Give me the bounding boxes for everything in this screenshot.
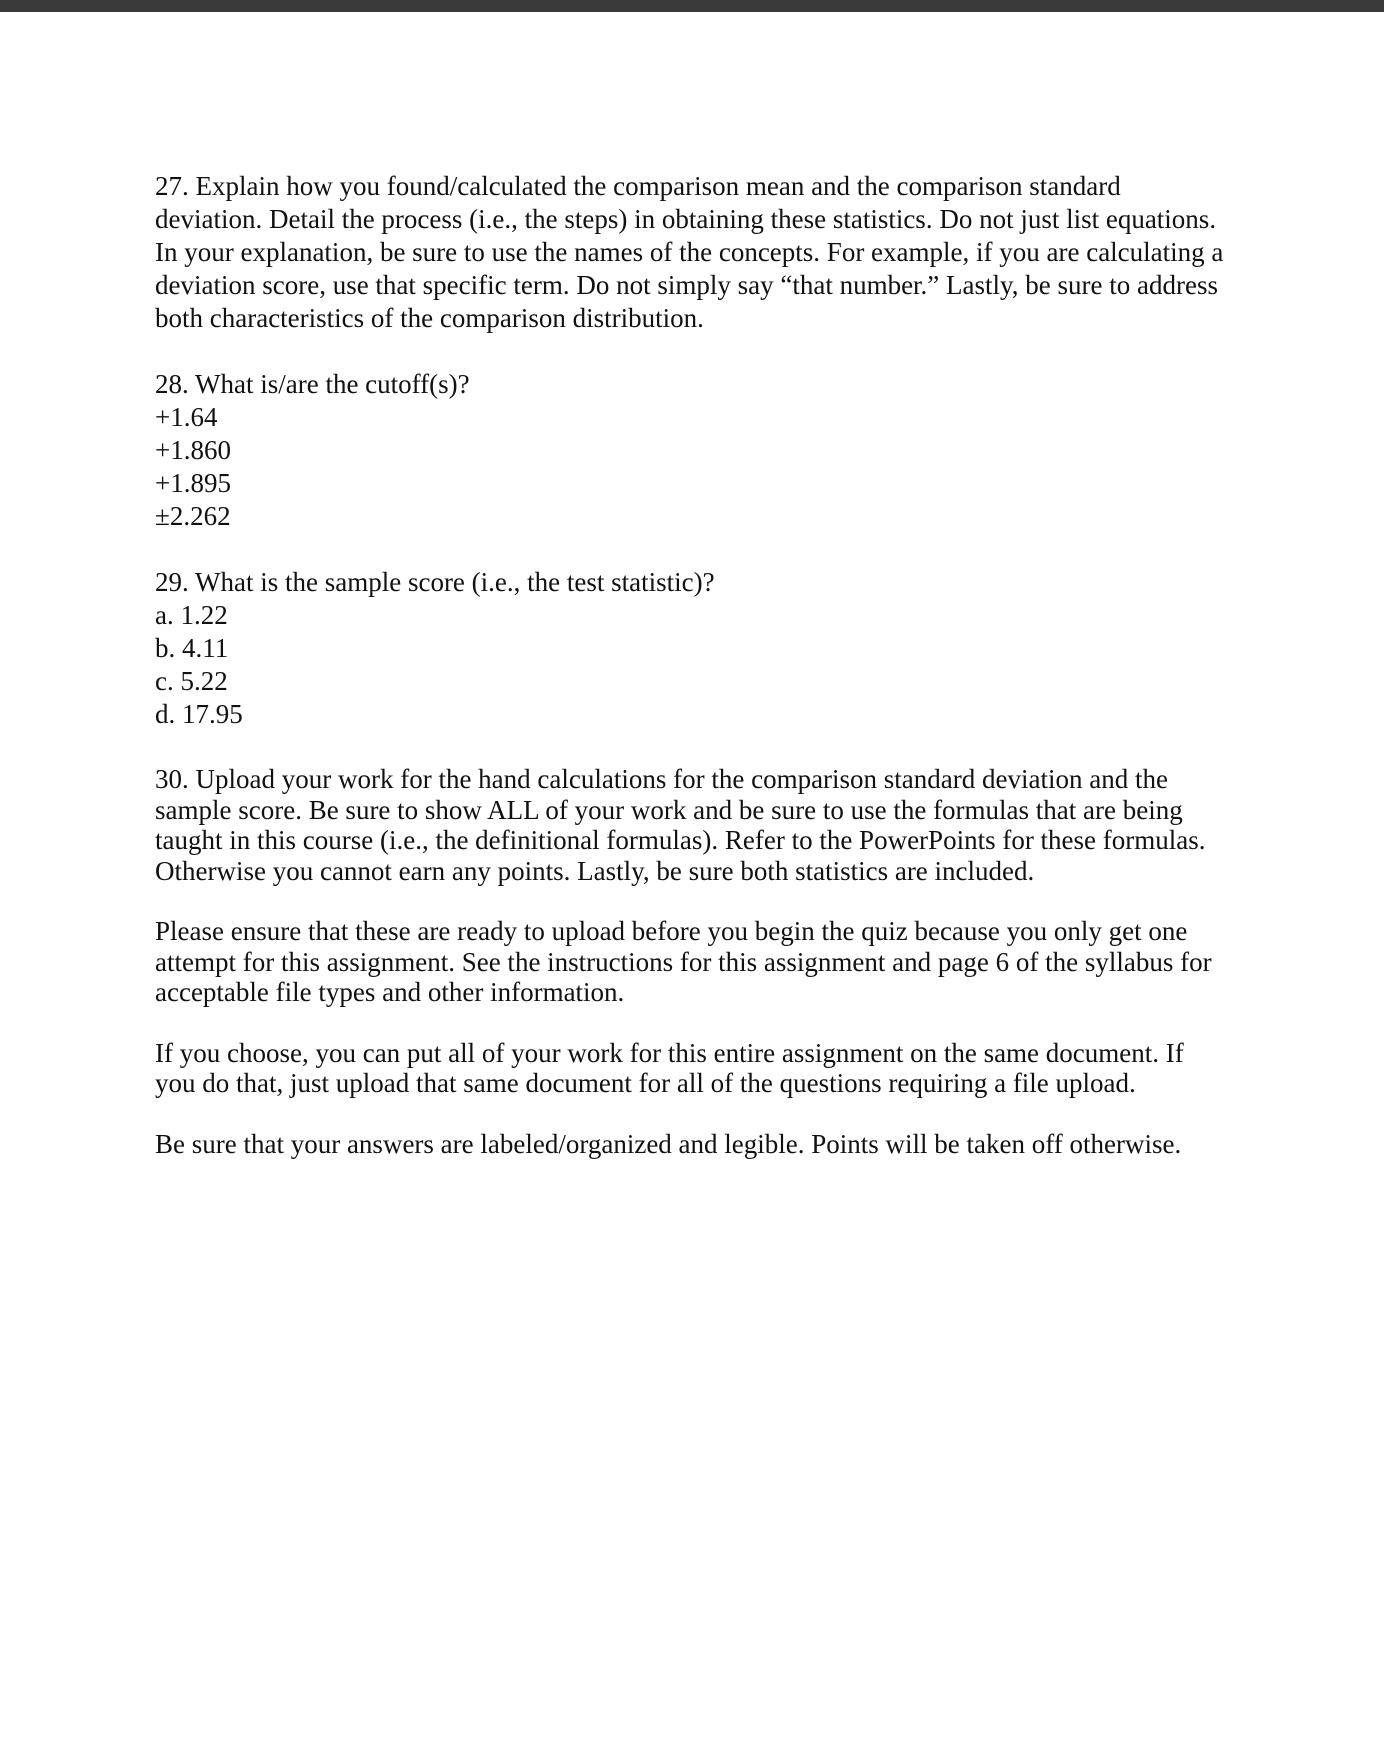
question-30-text: 30. Upload your work for the hand calculations for the comparison standard deviation and the sample score. Be sure to show ALL of your work and be sure to use the formulas that are being taught in this course (i.e., the definitional formulas). Refer to the PowerPoints for these formulas. Otherwise you cannot earn any points. Lastly, be sure both statistics are included. [155,764,1206,886]
cutoff-option: ±2.262 [155,501,231,531]
upload-note-legible: Be sure that your answers are labeled/organized and legible. Points will be taken off otherwise. [155,1128,1182,1159]
cutoff-option: +1.860 [155,435,231,465]
sample-score-option: a. 1.22 [155,600,228,630]
sample-score-option: b. 4.11 [155,633,229,663]
question-29 [155,566,1230,731]
question-30 [155,764,1230,1159]
upload-note-same-document: If you choose, you can put all of your work for this entire assignment on the same document. If you do that, just upload that same document for all of the questions requiring a file upload. [155,1037,1184,1098]
question-28-options [155,401,1230,533]
question-28-prompt: 28. What is/are the cutoff(s)? [155,369,470,399]
sample-score-option: c. 5.22 [155,666,228,696]
document-page [0,12,1384,1741]
question-28 [155,368,1230,533]
cutoff-option: +1.64 [155,402,218,432]
cutoff-option: +1.895 [155,468,231,498]
question-29-prompt: 29. What is the sample score (i.e., the test statistic)? [155,567,715,597]
sample-score-option: d. 17.95 [155,699,243,729]
document-content [155,170,1230,1189]
question-29-options [155,599,1230,731]
upload-note-ready: Please ensure that these are ready to upload before you begin the quiz because you only get one attempt for this assignment. See the instructions for this assignment and page 6 of the syllabus for acceptable file types and other information. [155,916,1212,1007]
question-27-text: 27. Explain how you found/calculated the comparison mean and the comparison standard deviation. Detail the process (i.e., the steps) in obtaining these statistics. Do not just list equations. In your explanation, be sure to use the names of the concepts. For example, if you are calculating a deviation score, use that specific term. Do not simply say “that number.” Lastly, be sure to address both characteristics of the comparison distribution. [155,171,1224,333]
window-top-bar [0,0,1384,12]
